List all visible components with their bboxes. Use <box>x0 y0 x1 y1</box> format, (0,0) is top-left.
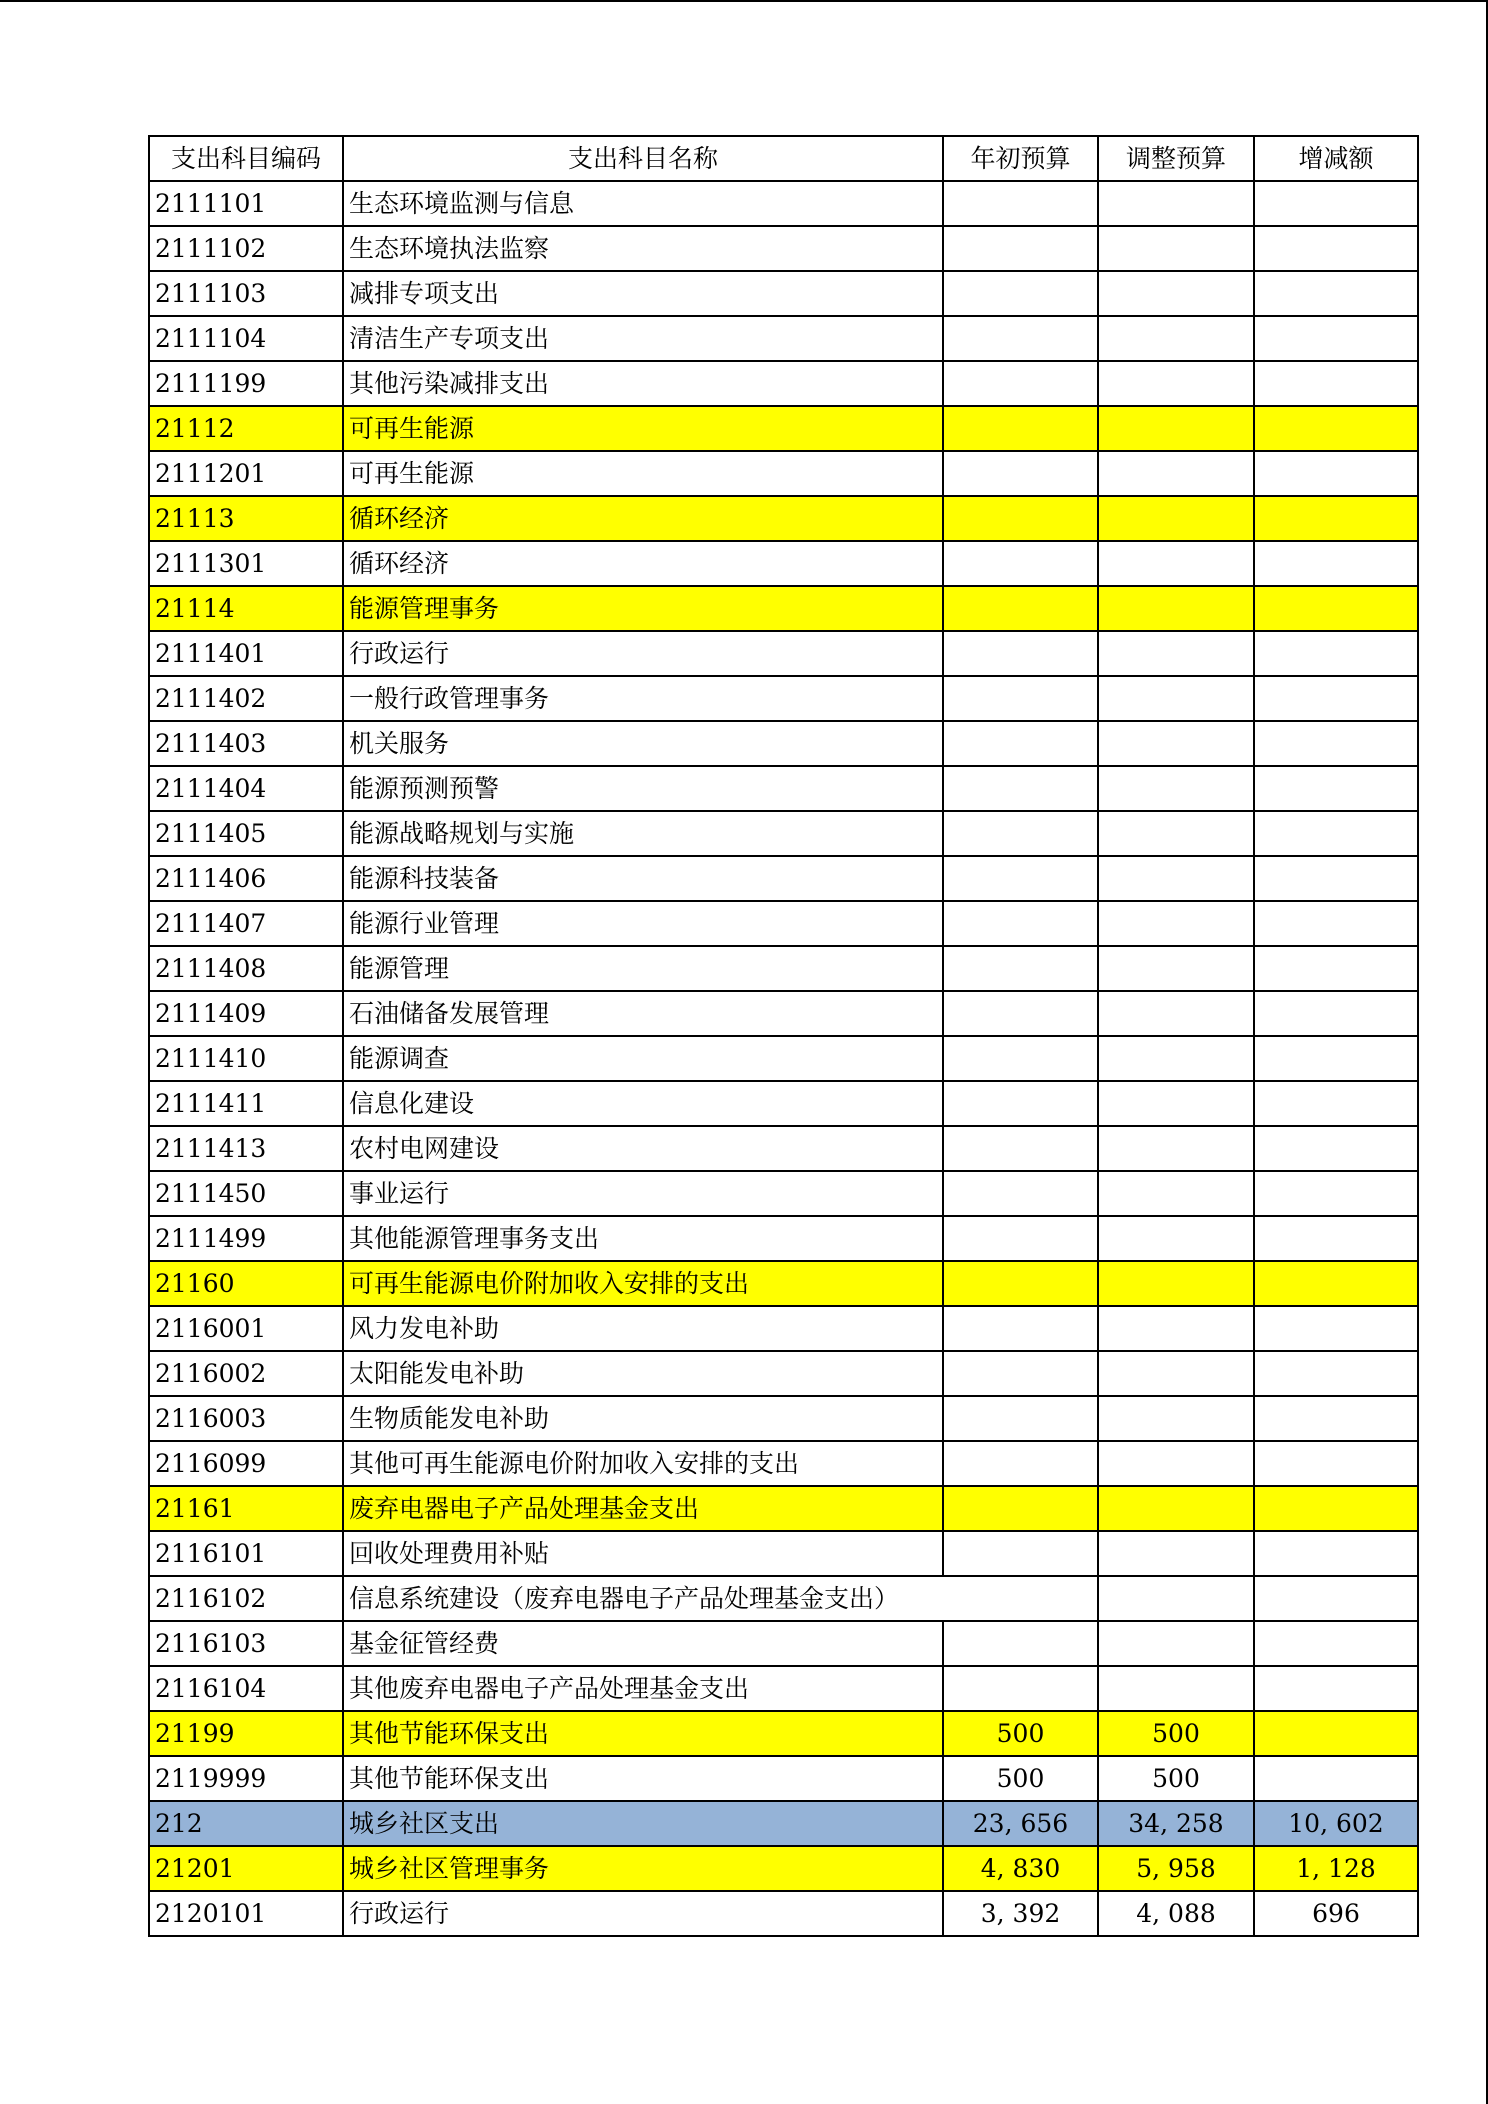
cell-name: 其他废弃电器电子产品处理基金支出 <box>343 1666 943 1711</box>
cell-initial-budget <box>943 1216 1098 1261</box>
cell-code: 2120101 <box>149 1891 343 1936</box>
cell-initial-budget <box>943 586 1098 631</box>
cell-initial-budget <box>943 901 1098 946</box>
table-row <box>149 1441 1418 1486</box>
cell-adjusted-budget <box>1098 496 1254 541</box>
cell-adjusted-budget <box>1098 1306 1254 1351</box>
cell-initial-budget <box>943 631 1098 676</box>
table-row <box>149 901 1418 946</box>
header-code: 支出科目编码 <box>149 136 343 181</box>
cell-adjusted-budget <box>1098 406 1254 451</box>
cell-initial-budget <box>943 1666 1098 1711</box>
cell-change <box>1254 1576 1418 1621</box>
cell-adjusted-budget <box>1098 1351 1254 1396</box>
cell-initial-budget <box>943 766 1098 811</box>
cell-initial-budget <box>943 1306 1098 1351</box>
cell-adjusted-budget <box>1098 1486 1254 1531</box>
cell-change <box>1254 811 1418 856</box>
table-row <box>149 406 1418 451</box>
cell-name: 太阳能发电补助 <box>343 1351 943 1396</box>
table-row <box>149 1846 1418 1891</box>
cell-adjusted-budget <box>1098 1126 1254 1171</box>
cell-change <box>1254 406 1418 451</box>
cell-change <box>1254 1441 1418 1486</box>
table-row <box>149 946 1418 991</box>
cell-adjusted-budget <box>1098 541 1254 586</box>
cell-initial-budget <box>943 271 1098 316</box>
table-row <box>149 541 1418 586</box>
cell-initial-budget <box>943 991 1098 1036</box>
cell-initial-budget <box>943 226 1098 271</box>
cell-name: 能源科技装备 <box>343 856 943 901</box>
header-name: 支出科目名称 <box>343 136 943 181</box>
cell-initial-budget <box>943 1396 1098 1441</box>
cell-adjusted-budget <box>1098 721 1254 766</box>
table-row <box>149 1486 1418 1531</box>
cell-adjusted-budget <box>1098 631 1254 676</box>
cell-code: 2111450 <box>149 1171 343 1216</box>
cell-code: 21199 <box>149 1711 343 1756</box>
cell-change <box>1254 1216 1418 1261</box>
table-row <box>149 1126 1418 1171</box>
cell-adjusted-budget <box>1098 1621 1254 1666</box>
cell-name: 其他污染减排支出 <box>343 361 943 406</box>
cell-name: 信息系统建设（废弃电器电子产品处理基金支出） <box>343 1576 1098 1621</box>
cell-name: 风力发电补助 <box>343 1306 943 1351</box>
cell-adjusted-budget <box>1098 1576 1254 1621</box>
table-row <box>149 1891 1418 1936</box>
cell-code: 2111406 <box>149 856 343 901</box>
cell-code: 2111101 <box>149 181 343 226</box>
table-row <box>149 856 1418 901</box>
cell-adjusted-budget: 500 <box>1098 1756 1254 1801</box>
cell-name: 生态环境监测与信息 <box>343 181 943 226</box>
cell-initial-budget: 500 <box>943 1756 1098 1801</box>
cell-name: 其他节能环保支出 <box>343 1711 943 1756</box>
cell-code: 2111408 <box>149 946 343 991</box>
cell-code: 2111409 <box>149 991 343 1036</box>
cell-initial-budget <box>943 811 1098 856</box>
cell-initial-budget <box>943 361 1098 406</box>
table-row <box>149 1261 1418 1306</box>
cell-name: 可再生能源 <box>343 406 943 451</box>
cell-code: 2116102 <box>149 1576 343 1621</box>
cell-adjusted-budget <box>1098 811 1254 856</box>
cell-change <box>1254 1351 1418 1396</box>
cell-name: 城乡社区支出 <box>343 1801 943 1846</box>
cell-change <box>1254 1171 1418 1216</box>
cell-initial-budget <box>943 1081 1098 1126</box>
cell-adjusted-budget <box>1098 1036 1254 1081</box>
cell-name: 可再生能源 <box>343 451 943 496</box>
cell-name: 机关服务 <box>343 721 943 766</box>
table-row <box>149 1351 1418 1396</box>
cell-adjusted-budget <box>1098 181 1254 226</box>
cell-adjusted-budget <box>1098 226 1254 271</box>
cell-change: 696 <box>1254 1891 1418 1936</box>
cell-name: 能源调查 <box>343 1036 943 1081</box>
cell-name: 行政运行 <box>343 1891 943 1936</box>
cell-adjusted-budget <box>1098 991 1254 1036</box>
cell-code: 2111402 <box>149 676 343 721</box>
cell-name: 行政运行 <box>343 631 943 676</box>
cell-initial-budget <box>943 316 1098 361</box>
cell-adjusted-budget <box>1098 1396 1254 1441</box>
cell-adjusted-budget <box>1098 1171 1254 1216</box>
table-row <box>149 1306 1418 1351</box>
cell-change <box>1254 1621 1418 1666</box>
table-row <box>149 1621 1418 1666</box>
budget-table <box>148 135 1419 1937</box>
cell-change <box>1254 766 1418 811</box>
cell-change <box>1254 1666 1418 1711</box>
cell-change <box>1254 1531 1418 1576</box>
cell-change <box>1254 586 1418 631</box>
cell-initial-budget <box>943 451 1098 496</box>
cell-initial-budget <box>943 1171 1098 1216</box>
table-row <box>149 586 1418 631</box>
table-row <box>149 316 1418 361</box>
cell-change <box>1254 901 1418 946</box>
cell-change: 10, 602 <box>1254 1801 1418 1846</box>
cell-adjusted-budget: 34, 258 <box>1098 1801 1254 1846</box>
cell-name: 生物质能发电补助 <box>343 1396 943 1441</box>
cell-adjusted-budget: 4, 088 <box>1098 1891 1254 1936</box>
cell-name: 农村电网建设 <box>343 1126 943 1171</box>
cell-name: 信息化建设 <box>343 1081 943 1126</box>
cell-change <box>1254 676 1418 721</box>
cell-initial-budget <box>943 1621 1098 1666</box>
cell-code: 2111405 <box>149 811 343 856</box>
cell-initial-budget <box>943 1036 1098 1081</box>
cell-initial-budget <box>943 406 1098 451</box>
cell-change <box>1254 1081 1418 1126</box>
cell-initial-budget <box>943 721 1098 766</box>
cell-code: 2111103 <box>149 271 343 316</box>
table-row <box>149 1801 1418 1846</box>
cell-code: 2111401 <box>149 631 343 676</box>
cell-adjusted-budget <box>1098 1216 1254 1261</box>
cell-adjusted-budget <box>1098 1666 1254 1711</box>
cell-change: 1, 128 <box>1254 1846 1418 1891</box>
header-row <box>149 136 1418 181</box>
cell-name: 其他能源管理事务支出 <box>343 1216 943 1261</box>
cell-code: 2111199 <box>149 361 343 406</box>
cell-code: 2111413 <box>149 1126 343 1171</box>
cell-code: 2111407 <box>149 901 343 946</box>
cell-code: 2116103 <box>149 1621 343 1666</box>
cell-adjusted-budget <box>1098 766 1254 811</box>
cell-name: 废弃电器电子产品处理基金支出 <box>343 1486 943 1531</box>
cell-change <box>1254 496 1418 541</box>
cell-adjusted-budget <box>1098 1531 1254 1576</box>
table-row <box>149 1576 1418 1621</box>
table-row <box>149 1666 1418 1711</box>
cell-initial-budget: 3, 392 <box>943 1891 1098 1936</box>
cell-adjusted-budget <box>1098 451 1254 496</box>
cell-name: 能源预测预警 <box>343 766 943 811</box>
cell-initial-budget <box>943 181 1098 226</box>
cell-change <box>1254 631 1418 676</box>
cell-change <box>1254 946 1418 991</box>
cell-initial-budget: 23, 656 <box>943 1801 1098 1846</box>
cell-name: 循环经济 <box>343 541 943 586</box>
cell-code: 21114 <box>149 586 343 631</box>
table-row <box>149 451 1418 496</box>
cell-adjusted-budget <box>1098 1441 1254 1486</box>
cell-adjusted-budget <box>1098 271 1254 316</box>
cell-name: 清洁生产专项支出 <box>343 316 943 361</box>
cell-change <box>1254 1036 1418 1081</box>
cell-change <box>1254 721 1418 766</box>
page-top-border <box>0 0 1488 2</box>
cell-adjusted-budget <box>1098 901 1254 946</box>
cell-initial-budget <box>943 496 1098 541</box>
cell-name: 能源行业管理 <box>343 901 943 946</box>
header-initial-budget: 年初预算 <box>943 136 1098 181</box>
cell-code: 21161 <box>149 1486 343 1531</box>
cell-name: 能源管理事务 <box>343 586 943 631</box>
table-row <box>149 1036 1418 1081</box>
cell-code: 2116101 <box>149 1531 343 1576</box>
cell-code: 2116104 <box>149 1666 343 1711</box>
cell-initial-budget: 500 <box>943 1711 1098 1756</box>
cell-code: 2111403 <box>149 721 343 766</box>
header-change: 增减额 <box>1254 136 1418 181</box>
cell-change <box>1254 1261 1418 1306</box>
cell-adjusted-budget <box>1098 856 1254 901</box>
cell-change <box>1254 856 1418 901</box>
cell-initial-budget <box>943 1351 1098 1396</box>
cell-code: 2116099 <box>149 1441 343 1486</box>
table-row <box>149 991 1418 1036</box>
cell-initial-budget <box>943 1261 1098 1306</box>
cell-change <box>1254 1486 1418 1531</box>
cell-name: 一般行政管理事务 <box>343 676 943 721</box>
table-row <box>149 1171 1418 1216</box>
table-row <box>149 226 1418 271</box>
cell-adjusted-budget: 500 <box>1098 1711 1254 1756</box>
cell-initial-budget <box>943 1126 1098 1171</box>
cell-initial-budget <box>943 856 1098 901</box>
cell-name: 循环经济 <box>343 496 943 541</box>
cell-change <box>1254 361 1418 406</box>
cell-change <box>1254 1126 1418 1171</box>
cell-initial-budget <box>943 946 1098 991</box>
table-row <box>149 1711 1418 1756</box>
cell-initial-budget <box>943 1441 1098 1486</box>
table-body <box>149 181 1418 1936</box>
cell-name: 事业运行 <box>343 1171 943 1216</box>
cell-name: 能源管理 <box>343 946 943 991</box>
cell-initial-budget <box>943 1486 1098 1531</box>
cell-change <box>1254 181 1418 226</box>
cell-name: 可再生能源电价附加收入安排的支出 <box>343 1261 943 1306</box>
cell-code: 2111301 <box>149 541 343 586</box>
cell-change <box>1254 1756 1418 1801</box>
table-row <box>149 1216 1418 1261</box>
cell-adjusted-budget <box>1098 361 1254 406</box>
table-row <box>149 271 1418 316</box>
cell-code: 2111410 <box>149 1036 343 1081</box>
cell-name: 能源战略规划与实施 <box>343 811 943 856</box>
cell-initial-budget <box>943 1531 1098 1576</box>
cell-change <box>1254 541 1418 586</box>
cell-change <box>1254 1306 1418 1351</box>
cell-adjusted-budget: 5, 958 <box>1098 1846 1254 1891</box>
cell-code: 2111201 <box>149 451 343 496</box>
cell-change <box>1254 1711 1418 1756</box>
cell-adjusted-budget <box>1098 316 1254 361</box>
cell-change <box>1254 991 1418 1036</box>
cell-name: 其他节能环保支出 <box>343 1756 943 1801</box>
cell-name: 其他可再生能源电价附加收入安排的支出 <box>343 1441 943 1486</box>
table-row <box>149 766 1418 811</box>
cell-change <box>1254 1396 1418 1441</box>
cell-code: 2111102 <box>149 226 343 271</box>
table-row <box>149 676 1418 721</box>
table-row <box>149 631 1418 676</box>
cell-code: 2116003 <box>149 1396 343 1441</box>
table-row <box>149 721 1418 766</box>
header-adjusted-budget: 调整预算 <box>1098 136 1254 181</box>
cell-code: 2111499 <box>149 1216 343 1261</box>
table-row <box>149 1531 1418 1576</box>
cell-adjusted-budget <box>1098 676 1254 721</box>
table-row <box>149 1756 1418 1801</box>
table-row <box>149 496 1418 541</box>
table-row <box>149 1081 1418 1126</box>
table-row <box>149 181 1418 226</box>
cell-code: 2116002 <box>149 1351 343 1396</box>
cell-adjusted-budget <box>1098 1081 1254 1126</box>
cell-code: 2111411 <box>149 1081 343 1126</box>
cell-change <box>1254 316 1418 361</box>
cell-adjusted-budget <box>1098 1261 1254 1306</box>
cell-code: 21160 <box>149 1261 343 1306</box>
cell-adjusted-budget <box>1098 946 1254 991</box>
cell-initial-budget: 4, 830 <box>943 1846 1098 1891</box>
cell-name: 生态环境执法监察 <box>343 226 943 271</box>
cell-code: 21112 <box>149 406 343 451</box>
cell-name: 石油储备发展管理 <box>343 991 943 1036</box>
cell-code: 21113 <box>149 496 343 541</box>
table-row <box>149 811 1418 856</box>
cell-name: 基金征管经费 <box>343 1621 943 1666</box>
cell-code: 2111404 <box>149 766 343 811</box>
cell-code: 212 <box>149 1801 343 1846</box>
cell-name: 城乡社区管理事务 <box>343 1846 943 1891</box>
table-row <box>149 361 1418 406</box>
cell-change <box>1254 271 1418 316</box>
cell-change <box>1254 451 1418 496</box>
table-row <box>149 1396 1418 1441</box>
cell-change <box>1254 226 1418 271</box>
cell-adjusted-budget <box>1098 586 1254 631</box>
cell-initial-budget <box>943 676 1098 721</box>
cell-name: 回收处理费用补贴 <box>343 1531 943 1576</box>
cell-code: 2111104 <box>149 316 343 361</box>
cell-name: 减排专项支出 <box>343 271 943 316</box>
cell-code: 2116001 <box>149 1306 343 1351</box>
cell-code: 21201 <box>149 1846 343 1891</box>
cell-initial-budget <box>943 541 1098 586</box>
cell-code: 2119999 <box>149 1756 343 1801</box>
